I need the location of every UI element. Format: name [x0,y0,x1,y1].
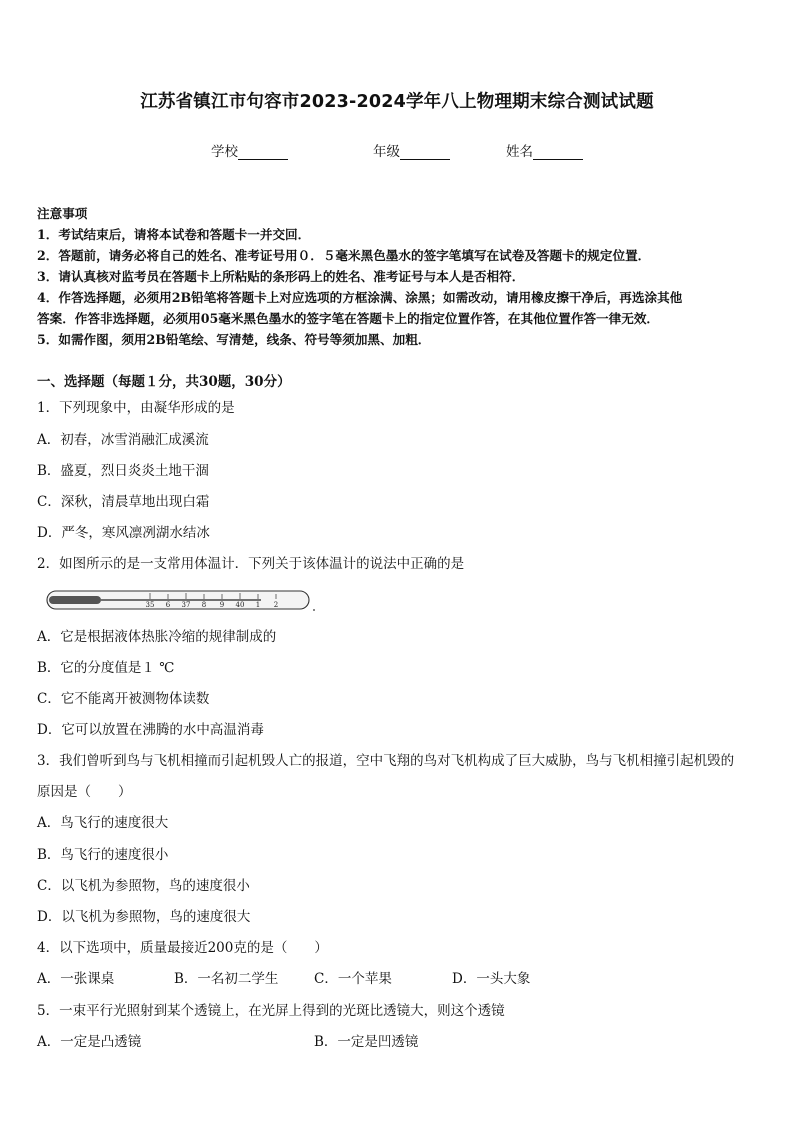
q4-option-c: C．一个苹果 [314,971,392,987]
q5-option-b: B．一定是凹透镜 [314,1034,419,1050]
school-blank[interactable] [238,145,288,160]
page-title: 江苏省镇江市句容市2023-2024学年八上物理期末综合测试试题 [140,92,654,112]
notice-heading: 注意事项 [37,206,88,221]
grade-field[interactable] [373,140,450,160]
thermometer-figure [46,588,318,614]
name-field[interactable] [506,140,583,160]
q1-option-d: D．严冬，寒风凛冽湖水结冰 [37,525,210,541]
tick-label: 6 [165,601,171,609]
q2-option-d: D．它可以放置在沸腾的水中高温消毒 [37,722,264,738]
notice-item: 3．请认真核对监考员在答题卡上所粘贴的条形码上的姓名、准考证号与本人是否相符． [37,269,525,284]
q1-option-a: A．初春，冰雪消融汇成溪流 [37,432,209,448]
school-label: 学校 [211,144,238,160]
notice-item: 答案．作答非选择题，必须用05毫米黑色墨水的签字笔在答题卡上的指定位置作答，在其他位置作答一律无效． [37,311,660,326]
q4-option-d: D．一头大象 [452,971,531,987]
q1-option-c: C．深秋，清晨草地出现白霜 [37,494,210,510]
tick-label: 2 [273,601,279,609]
question-4-stem: 4．以下选项中，质量最接近200克的是（ ） [37,940,328,956]
section-heading: 一、选择题（每题１分，共30题，30分） [37,374,291,390]
tick-label: 35 [145,601,155,609]
notice-item: 2．答题前，请务必将自己的姓名、准考证号用０．５毫米黑色墨水的签字笔填写在试卷及答题卡的规定位置． [37,248,651,263]
q3-option-a: A．鸟飞行的速度很大 [37,815,169,831]
q4-option-b: B．一名初二学生 [174,971,279,987]
grade-label: 年级 [373,144,400,160]
q3-option-b: B．鸟飞行的速度很小 [37,847,169,863]
q2-option-a: A．它是根据液体热胀冷缩的规律制成的 [37,629,277,645]
q4-option-a: A．一张课桌 [37,971,115,987]
notice-item: 4．作答选择题，必须用2B铅笔将答题卡上对应选项的方框涂满、涂黑；如需改动，请用橡皮擦干净后，再选涂其他 [37,290,683,305]
tick-label: 37 [181,601,191,609]
tick-label: 1 [255,601,261,609]
thermometer-bulb [49,596,101,604]
school-field[interactable] [211,140,288,160]
question-3-stem-cont: 原因是（ ） [37,784,132,800]
tick-label: 40 [235,601,245,609]
notice-item: 1．考试结束后，请将本试卷和答题卡一并交回． [37,227,311,242]
q5-option-a: A．一定是凸透镜 [37,1034,142,1050]
tick-label: 8 [201,601,207,609]
notice-item: 5．如需作图，须用2B铅笔绘、写清楚，线条、符号等须加黑、加粗． [37,332,431,347]
q1-option-b: B．盛夏，烈日炎炎土地干涸 [37,463,209,479]
question-1-stem: 1．下列现象中，由凝华形成的是 [37,400,235,416]
name-blank[interactable] [533,145,583,160]
question-2-stem: 2．如图所示的是一支常用体温计．下列关于该体温计的说法中正确的是 [37,556,465,572]
grade-blank[interactable] [400,145,450,160]
q2-option-b: B．它的分度值是１ ℃ [37,660,175,676]
q3-option-c: C．以飞机为参照物，鸟的速度很小 [37,878,250,894]
tick-label: 9 [219,601,225,609]
q2-option-c: C．它不能离开被测物体读数 [37,691,210,707]
question-3-stem: 3．我们曾听到鸟与飞机相撞而引起机毁人亡的报道，空中飞翔的鸟对飞机构成了巨大威胁，鸟与飞机相撞引起机毁的 [37,753,735,769]
q3-option-d: D．以飞机为参照物，鸟的速度很大 [37,909,251,925]
name-label: 姓名 [506,144,533,160]
question-5-stem: 5．一束平行光照射到某个透镜上，在光屏上得到的光斑比透镜大，则这个透镜 [37,1003,505,1019]
